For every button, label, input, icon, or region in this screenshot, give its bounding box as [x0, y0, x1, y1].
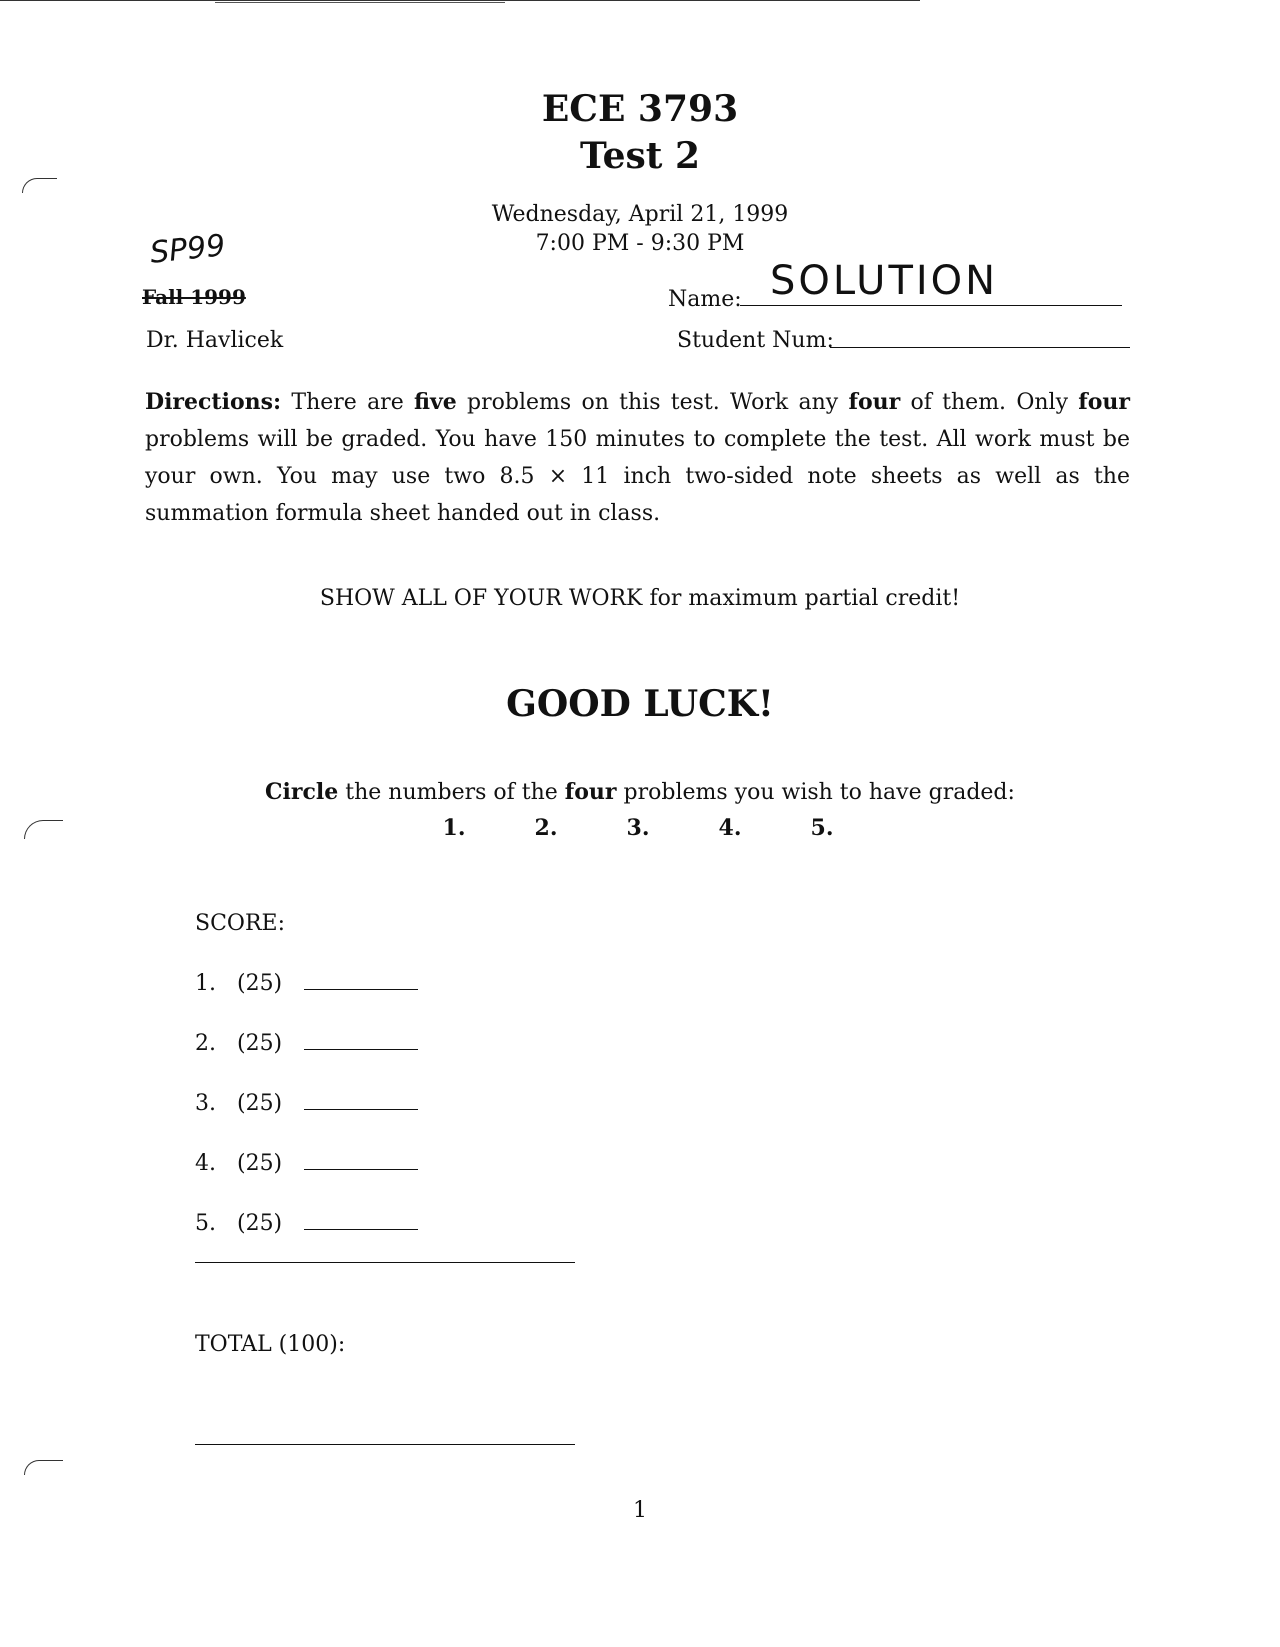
- problem-choice[interactable]: 2.: [534, 815, 558, 841]
- name-value: SOLUTION: [770, 258, 999, 304]
- exam-time: 7:00 PM - 9:30 PM: [535, 231, 745, 256]
- test-title: Test 2: [579, 135, 701, 177]
- circle-emphasis: four: [564, 779, 617, 805]
- score-row-number: 2.: [195, 1031, 216, 1056]
- directions-emphasis: four: [848, 389, 901, 415]
- score-row-points: (25): [236, 1211, 283, 1236]
- score-row-number: 3.: [195, 1091, 216, 1116]
- show-work-note: SHOW ALL OF YOUR WORK for maximum partial credit!: [319, 586, 961, 611]
- problem-choice[interactable]: 3.: [626, 815, 650, 841]
- circle-emphasis: Circle: [265, 779, 339, 805]
- directions-text: There are: [281, 390, 414, 415]
- total-field-line[interactable]: [195, 1444, 575, 1445]
- directions-text: problems on this test. Work any: [456, 390, 849, 415]
- directions-text: problems will be graded. You have 150 minutes to complete the test. All work must be your own. You may use two 8.5 × 11 inch two-sided note sheets as well as the summation formula sheet handed out in class.: [145, 427, 1130, 526]
- score-row: [195, 971, 418, 996]
- course-title: ECE 3793: [541, 88, 739, 130]
- name-label: Name:: [668, 287, 742, 312]
- hole-punch-mark: [22, 178, 57, 193]
- problem-choice[interactable]: 1.: [442, 815, 466, 841]
- student-num-label: Student Num:: [677, 328, 834, 353]
- struck-term: Fall 1999: [142, 285, 246, 309]
- score-row: [195, 1091, 418, 1116]
- directions-text: of them. Only: [900, 390, 1079, 415]
- score-row-points: (25): [236, 1151, 283, 1176]
- directions-label: Directions:: [145, 389, 282, 415]
- score-blank[interactable]: [304, 1211, 418, 1230]
- score-row-number: 5.: [195, 1211, 216, 1236]
- score-label: SCORE:: [195, 911, 285, 936]
- instructor-name: Dr. Havlicek: [146, 328, 284, 353]
- circle-text: problems you wish to have graded:: [616, 780, 1015, 805]
- good-luck-heading: GOOD LUCK!: [506, 683, 774, 725]
- score-divider: [195, 1262, 575, 1263]
- score-blank[interactable]: [304, 1091, 418, 1110]
- page-number: 1: [633, 1498, 647, 1523]
- score-row-points: (25): [236, 1091, 283, 1116]
- total-label: TOTAL (100):: [195, 1332, 346, 1357]
- score-blank[interactable]: [304, 1151, 418, 1170]
- problem-choice[interactable]: 5.: [810, 815, 834, 841]
- scan-edge-line: [215, 2, 505, 3]
- score-row: [195, 1211, 418, 1236]
- handwritten-term: SP99: [148, 228, 227, 271]
- scan-edge-line: [0, 0, 920, 1]
- directions-emphasis: four: [1078, 389, 1131, 415]
- hole-punch-mark: [24, 820, 63, 839]
- score-row-points: (25): [236, 1031, 283, 1056]
- score-blank[interactable]: [304, 1031, 418, 1050]
- hole-punch-mark: [24, 1460, 63, 1475]
- name-field-line[interactable]: [740, 305, 1122, 306]
- score-row-number: 4.: [195, 1151, 216, 1176]
- exam-date: Wednesday, April 21, 1999: [491, 202, 789, 227]
- circle-text: the numbers of the: [338, 780, 565, 805]
- score-row-number: 1.: [195, 971, 216, 996]
- circle-instruction: [0, 779, 1280, 805]
- problem-choice[interactable]: 4.: [718, 815, 742, 841]
- score-blank[interactable]: [304, 971, 418, 990]
- directions-emphasis: five: [414, 389, 457, 415]
- score-row-points: (25): [236, 971, 283, 996]
- score-row: [195, 1151, 418, 1176]
- problem-choices: [408, 815, 868, 841]
- score-row: [195, 1031, 418, 1056]
- directions-paragraph: [145, 384, 1130, 532]
- student-num-field-line[interactable]: [830, 347, 1130, 348]
